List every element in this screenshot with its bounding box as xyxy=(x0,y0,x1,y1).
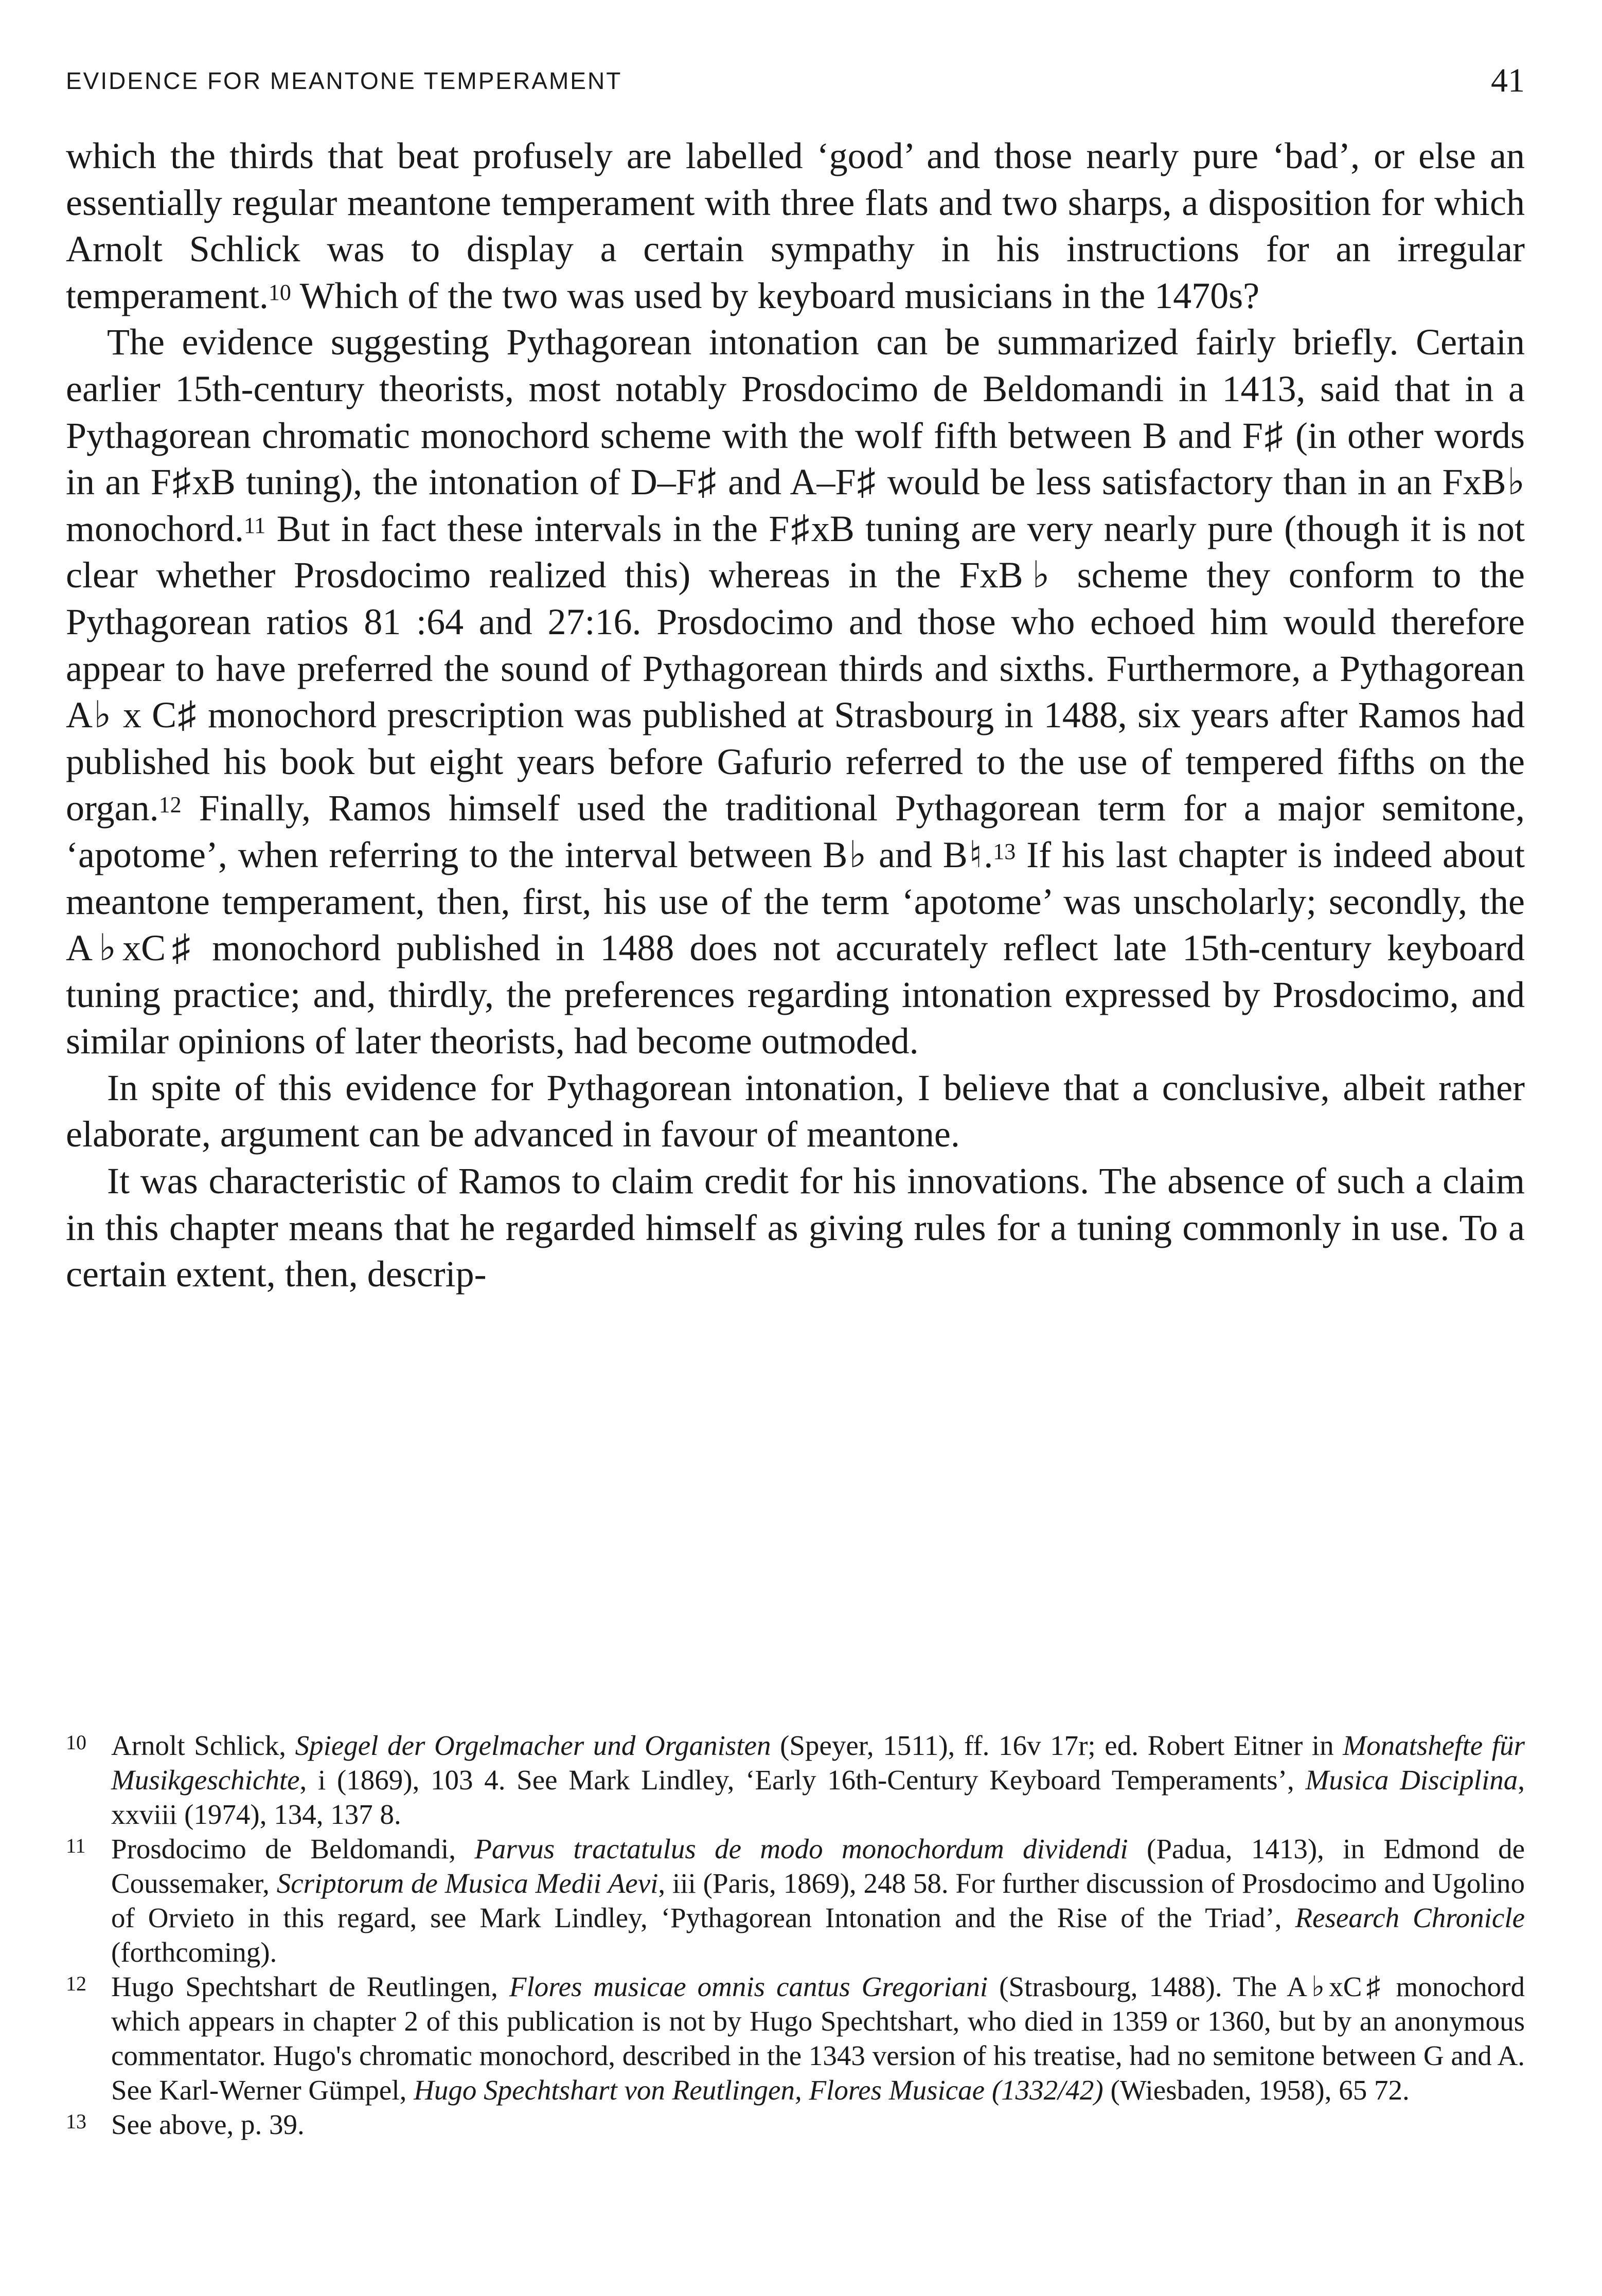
footnote-text: See above, p. 39. xyxy=(111,2109,305,2140)
footnote-text: , xxviii (1974), 134, 137 8. xyxy=(111,1764,1525,1830)
footnote-text: (Speyer, 1511), ff. 16v 17r; ed. Robert Eitner in xyxy=(771,1730,1343,1761)
paragraph-text: If his last chapter is indeed about meantone temperament, then, first, his use of the term ‘apotome’ was unscholarly; secondly, the A♭xC♯ monochord published in 1488 does not accurately reflect late 15th-century keyboard tuning practice; and, thirdly, the preferences regarding intonation expressed by Prosdocimo, and similar opinions of later theorists, had become outmoded. xyxy=(66,834,1525,1062)
footnote-text: Prosdocimo de Beldomandi, xyxy=(111,1833,475,1864)
footnote-12 xyxy=(66,1969,1525,2107)
footnote-number: 10 xyxy=(66,1731,86,1754)
footnote-text: Arnolt Schlick, xyxy=(111,1730,295,1761)
footnote-title: Scriptorum de Musica Medii Aevi xyxy=(276,1868,658,1899)
paragraph-2 xyxy=(66,319,1525,1065)
paragraph-3 xyxy=(66,1065,1525,1158)
footnote-text: Hugo Spechtshart de Reutlingen, xyxy=(111,1971,509,2002)
footnote-title: Flores musicae omnis cantus Gregoriani xyxy=(509,1971,988,2002)
footnote-number: 12 xyxy=(66,1972,86,1995)
footnote-text: , i (1869), 103 4. See Mark Lindley, ‘Early 16th-Century Keyboard Temperaments’, xyxy=(299,1764,1306,1796)
footnote-13 xyxy=(66,2107,1525,2142)
body-text xyxy=(66,133,1525,1298)
footnote-text: (forthcoming). xyxy=(111,1936,277,1968)
footnote-text: (Wiesbaden, 1958), 65 72. xyxy=(1103,2074,1410,2106)
page-header xyxy=(66,58,1525,104)
footnote-title: Spiegel der Orgelmacher und Organisten xyxy=(295,1730,771,1761)
footnote-title: Hugo Spechtshart von Reutlingen, Flores Musicae (1332/42) xyxy=(414,2074,1103,2106)
paragraph-text: But in fact these intervals in the F♯xB tuning are very nearly pure (though it is not clear whether Prosdocimo realized this) whereas in the FxB♭ scheme they conform to the Pythagorean ratios 81 :64 and 27:16. Prosdocimo and those who echoed him would therefore appear to have preferred the sound of Pythagorean thirds and sixths. Furthermore, a Pythagorean A♭ x C♯ monochord prescription was published at Strasbourg in 1488, six years after Ramos had published his book but eight years before Gafurio referred to the use of tempered fifths on the organ. xyxy=(66,508,1525,829)
footnote-10 xyxy=(66,1728,1525,1832)
footnote-text: (Strasbourg, 1488). The A♭xC♯ monochord which appears in chapter 2 of this publication is not by Hugo Spechtshart, who died in 1359 or 1360, but by an anonymous commentator. Hugo's chromatic monochord, described in the 1343 version of his treatise, had no semitone between G and A. See Karl-Werner Gümpel, xyxy=(111,1971,1525,2106)
footnote-reference: 10 xyxy=(268,279,291,305)
footnote-11 xyxy=(66,1832,1525,1969)
footnote-title: Research Chronicle xyxy=(1295,1902,1525,1933)
footnotes xyxy=(66,1728,1525,2142)
footnote-title: Parvus tractatulus de modo monochordum dividendi xyxy=(474,1833,1128,1864)
footnote-number: 11 xyxy=(66,1834,86,1857)
paragraph-text: The evidence suggesting Pythagorean intonation can be summarized fairly briefly. Certain earlier 15th-century theorists, most notably Prosdocimo de Beldomandi in 1413, said that in a Pythagorean chromatic monochord scheme with the wolf fifth between B and F♯ (in other words in an F♯xB tuning), the intonation of D–F♯ and A–F♯ would be less satisfactory than in an FxB♭ monochord. xyxy=(66,321,1525,549)
footnote-title: Monatshefte für Musikgeschichte xyxy=(111,1730,1525,1796)
paragraph-text: Which of the two was used by keyboard musicians in the 1470s? xyxy=(291,275,1260,316)
footnote-reference: 11 xyxy=(243,512,266,538)
footnote-text: , iii (Paris, 1869), 248 58. For further discussion of Prosdocimo and Ugolino of Orvieto in this regard, see Mark Lindley, ‘Pythagorean Intonation and the Rise of the Triad’, xyxy=(111,1868,1525,1933)
paragraph-text: which the thirds that beat profusely are labelled ‘good’ and those nearly pure ‘bad’, or else an essentially regular meantone temperament with three flats and two sharps, a disposition for which Arnolt Schlick was to display a certain sympathy in his instructions for an irregular temperament. xyxy=(66,135,1525,316)
page-number: 41 xyxy=(1491,62,1525,99)
footnote-text: (Padua, 1413), in Edmond de Coussemaker, xyxy=(111,1833,1525,1899)
footnote-number: 13 xyxy=(66,2110,86,2133)
running-head: EVIDENCE FOR MEANTONE TEMPERAMENT xyxy=(66,67,622,94)
footnote-title: Musica Disciplina xyxy=(1305,1764,1518,1796)
paragraph-text: It was characteristic of Ramos to claim credit for his innovations. The absence of such a claim in this chapter means that he regarded himself as giving rules for a tuning commonly in use. To a certain extent, then, descrip- xyxy=(66,1160,1525,1295)
paragraph-text: In spite of this evidence for Pythagorean intonation, I believe that a conclusive, albeit rather elaborate, argument can be advanced in favour of meantone. xyxy=(66,1067,1525,1155)
footnote-reference: 13 xyxy=(993,838,1016,864)
paragraph-text: Finally, Ramos himself used the traditional Pythagorean term for a major semitone, ‘apotome’, when referring to the interval between B♭ and B♮. xyxy=(66,787,1525,875)
paragraph-4 xyxy=(66,1158,1525,1298)
footnote-reference: 12 xyxy=(158,792,182,818)
paragraph-1 xyxy=(66,133,1525,319)
